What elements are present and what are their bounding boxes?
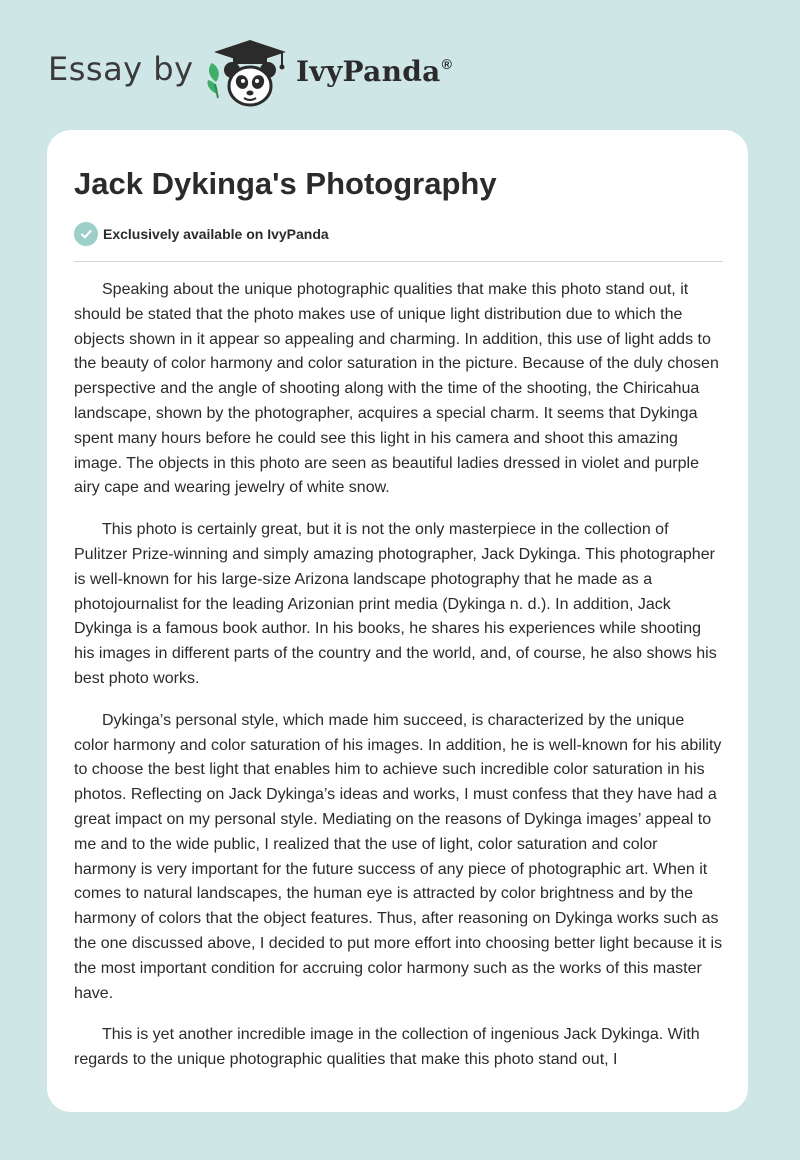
essay-by-label: Essay by <box>48 50 194 88</box>
panda-logo-icon <box>202 36 292 108</box>
check-icon <box>74 222 98 246</box>
essay-body <box>74 278 723 1090</box>
paragraph: Dykinga’s personal style, which made him succeed, is characterized by the unique color harmony and color saturation of his images. In addition, he is well-known for his ability to choose the best light that enables him to achieve such incredible color saturation in his photos. Reflecting on Jack Dykinga’s ideas and works, I must confess that they have had a great impact on my personal style. Mediating on the reasons of Dykinga images’ appeal to me and to the wide public, I realized that the use of light, color saturation and color harmony is very important for the future success of any piece of photographic art. When it comes to natural landscapes, the human eye is attracted by color brightness and by the harmony of colors that the object features. Thus, after reasoning on Dykinga works such as the one discussed above, I decided to put more effort into choosing better light because it is the most important condition for accruing color harmony such as the works of this master have. <box>74 711 723 1002</box>
registered-mark: ® <box>441 56 453 72</box>
graduation-cap-icon <box>214 40 286 70</box>
paragraph: This photo is certainly great, but it is not the only masterpiece in the collection of Pulitzer Prize-winning and simply amazing photographer, Jack Dykinga. This photographer is well-known for his large-size Arizona landscape photography that he made as a photojournalist for the leading Arizonian print media (Dykinga n. d.). In addition, Jack Dykinga is a famous book author. In his books, he shares his experiences while shooting his images in different parts of the country and the world, and, of course, he also shows his best photo works. <box>74 521 717 687</box>
exclusive-badge <box>74 222 329 246</box>
divider <box>74 261 723 262</box>
essay-title: Jack Dykinga's Photography <box>74 166 497 201</box>
exclusive-badge-label: Exclusively available on IvyPanda <box>103 226 329 242</box>
essay-card <box>47 130 748 1112</box>
brand-text: IvyPanda <box>296 55 441 88</box>
brand-name <box>296 55 452 88</box>
leaf-icon <box>207 63 218 98</box>
paragraph: This is yet another incredible image in the collection of ingenious Jack Dykinga. With regards to the unique photographic qualities that make this photo stand out, I <box>74 1026 700 1069</box>
paragraph: Speaking about the unique photographic qualities that make this photo stand out, it should be stated that the photo makes use of unique light distribution due to which the objects shown in it appear so appealing and charming. In addition, this use of light adds to the beauty of color harmony and color saturation in the picture. Because of the duly chosen perspective and the angle of shooting along with the time of the shooting, the Chiricahua landscape, shown by the photographer, acquires a special charm. It seems that Dykinga spent many hours before he could see this light in his camera and shoot this amazing image. The objects in this photo are seen as beautiful ladies dressed in violet and purple airy cape and wearing jewelry of white snow. <box>74 281 719 497</box>
site-header <box>0 0 800 130</box>
